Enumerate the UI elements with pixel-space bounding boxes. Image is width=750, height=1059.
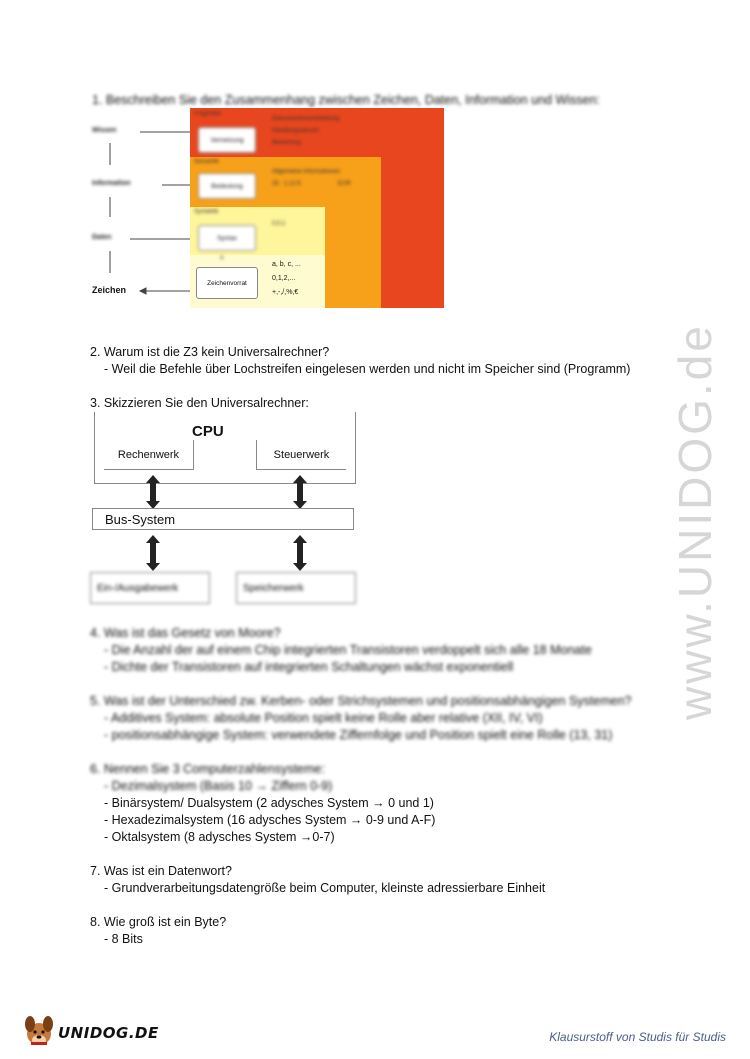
s-line1: 0,0,1 xyxy=(272,221,286,227)
q8-answer: - 8 Bits xyxy=(104,932,143,946)
arrow-cpu-bus-right xyxy=(297,482,303,502)
label-wissen: Wissen xyxy=(92,127,117,134)
w-line2: Handlungswissen xyxy=(272,128,320,134)
q4-question: 4. Was ist das Gesetz von Moore? xyxy=(90,626,281,640)
layer-syntaktik: Syntaktik xyxy=(194,209,219,215)
w-line3: Bewertung xyxy=(272,140,301,146)
q5-answer-2: - positionsabhängige System: verwendete Ziffernfolge und Position spielt eine Rolle (13, 31) xyxy=(104,728,613,742)
box-bedeutung: Bedeutung xyxy=(198,173,256,199)
pfeil-label: a xyxy=(220,255,224,261)
q6-answer-1: - Dezimalsystem (Basis 10 → Ziffern 0-9) xyxy=(104,779,333,793)
label-information: Information xyxy=(92,180,131,187)
q2-question: 2. Warum ist die Z3 kein Universalrechner? xyxy=(90,345,330,359)
speicher-box: Speicherwerk xyxy=(236,572,356,604)
i-line1: Allgemeine Informationen xyxy=(272,169,341,175)
q6-answer-2: - Binärsystem/ Dualsystem (2 adysches System → 0 und 1) xyxy=(104,796,434,810)
unidog-logo[interactable] xyxy=(22,1014,162,1048)
q5-answer-1: - Additives System: absolute Position spielt keine Rolle aber relative (XII, IV, VI) xyxy=(104,711,543,725)
q2-answer: - Weil die Befehle über Lochstreifen eingelesen werden und nicht im Speicher sind (Programm) xyxy=(104,362,631,376)
arrow-bus-io xyxy=(150,542,156,564)
logo-text: UNIDOG.DE xyxy=(58,1024,159,1042)
q3-question: 3. Skizzieren Sie den Universalrechner: xyxy=(90,396,309,410)
q7-answer: - Grundverarbeitungsdatengröße beim Computer, kleinste adressierbare Einheit xyxy=(104,881,546,895)
q4-answer-2: - Dichte der Transistoren auf integrierten Schaltungen wächst exponentiell xyxy=(104,660,514,674)
layer-pragmatik: Pragmatik xyxy=(194,111,222,117)
q7-question: 7. Was ist ein Datenwort? xyxy=(90,864,232,878)
q5-question: 5. Was ist der Unterschied zw. Kerben- oder Strichsystemen und positionsabhängigen Systemen? xyxy=(90,694,632,708)
z-line1: a, b, c, ... xyxy=(272,261,301,268)
rechenwerk-box: Rechenwerk xyxy=(104,440,194,470)
q8-question: 8. Wie groß ist ein Byte? xyxy=(90,915,227,929)
universalrechner-diagram xyxy=(90,410,360,610)
box-vernetzung: Vernetzung xyxy=(198,127,256,153)
arrow-cpu-bus-left xyxy=(150,482,156,502)
z-line2: 0,1,2,... xyxy=(272,275,296,282)
watermark: www.UNIDOG.de xyxy=(669,323,721,720)
pyramid-connectors xyxy=(90,105,200,310)
z-line3: +,-,/,%,€ xyxy=(272,289,299,296)
label-daten: Daten xyxy=(92,234,112,241)
steuerwerk-box: Steuerwerk xyxy=(256,440,346,470)
box-zeichenvorrat: Zeichenvorrat xyxy=(196,267,258,299)
q4-answer-1: - Die Anzahl der auf einem Chip integrierten Transistoren verdoppelt sich alle 18 Monate xyxy=(104,643,592,657)
q6-answer-4: - Oktalsystem (8 adysches System →0-7) xyxy=(104,830,335,844)
i-line2: EUR xyxy=(338,181,351,187)
q6-answer-3: - Hexadezimalsystem (16 adysches System → 0-9 und A-F) xyxy=(104,813,436,827)
label-zeichen: Zeichen xyxy=(92,285,127,295)
cpu-label: CPU xyxy=(192,423,224,440)
arrow-bus-speicher xyxy=(297,542,303,564)
io-box: Ein-/Ausgabewerk xyxy=(90,572,210,604)
q1-question: 1. Beschreiben Sie den Zusammenhang zwischen Zeichen, Daten, Information und Wissen: xyxy=(92,93,600,107)
w-line1: Dokumentenverarbeitung xyxy=(272,116,340,122)
box-syntax: Syntax xyxy=(198,225,256,251)
bus-system-box: Bus-System xyxy=(92,508,354,530)
dog-icon xyxy=(22,1014,58,1048)
knowledge-pyramid: Pragmatik Vernetzung Dokumentenverarbeitung Handlungswissen Bewertung Semantik Bedeutung Allgemeine Informationen 25 · 1.12 € EUR Syntaktik Syntax 0,0,1 a Wissen Information Daten Zeichenvorrat a, b, c, ... 0,1,2,... +,-,/,%,€ Zeichen xyxy=(90,105,450,310)
q6-question: 6. Nennen Sie 3 Computerzahlensysteme: xyxy=(90,762,325,776)
footer-tagline: Klausurstoff von Studis für Studis xyxy=(549,1030,726,1044)
layer-semantik: Semantik xyxy=(194,159,220,165)
